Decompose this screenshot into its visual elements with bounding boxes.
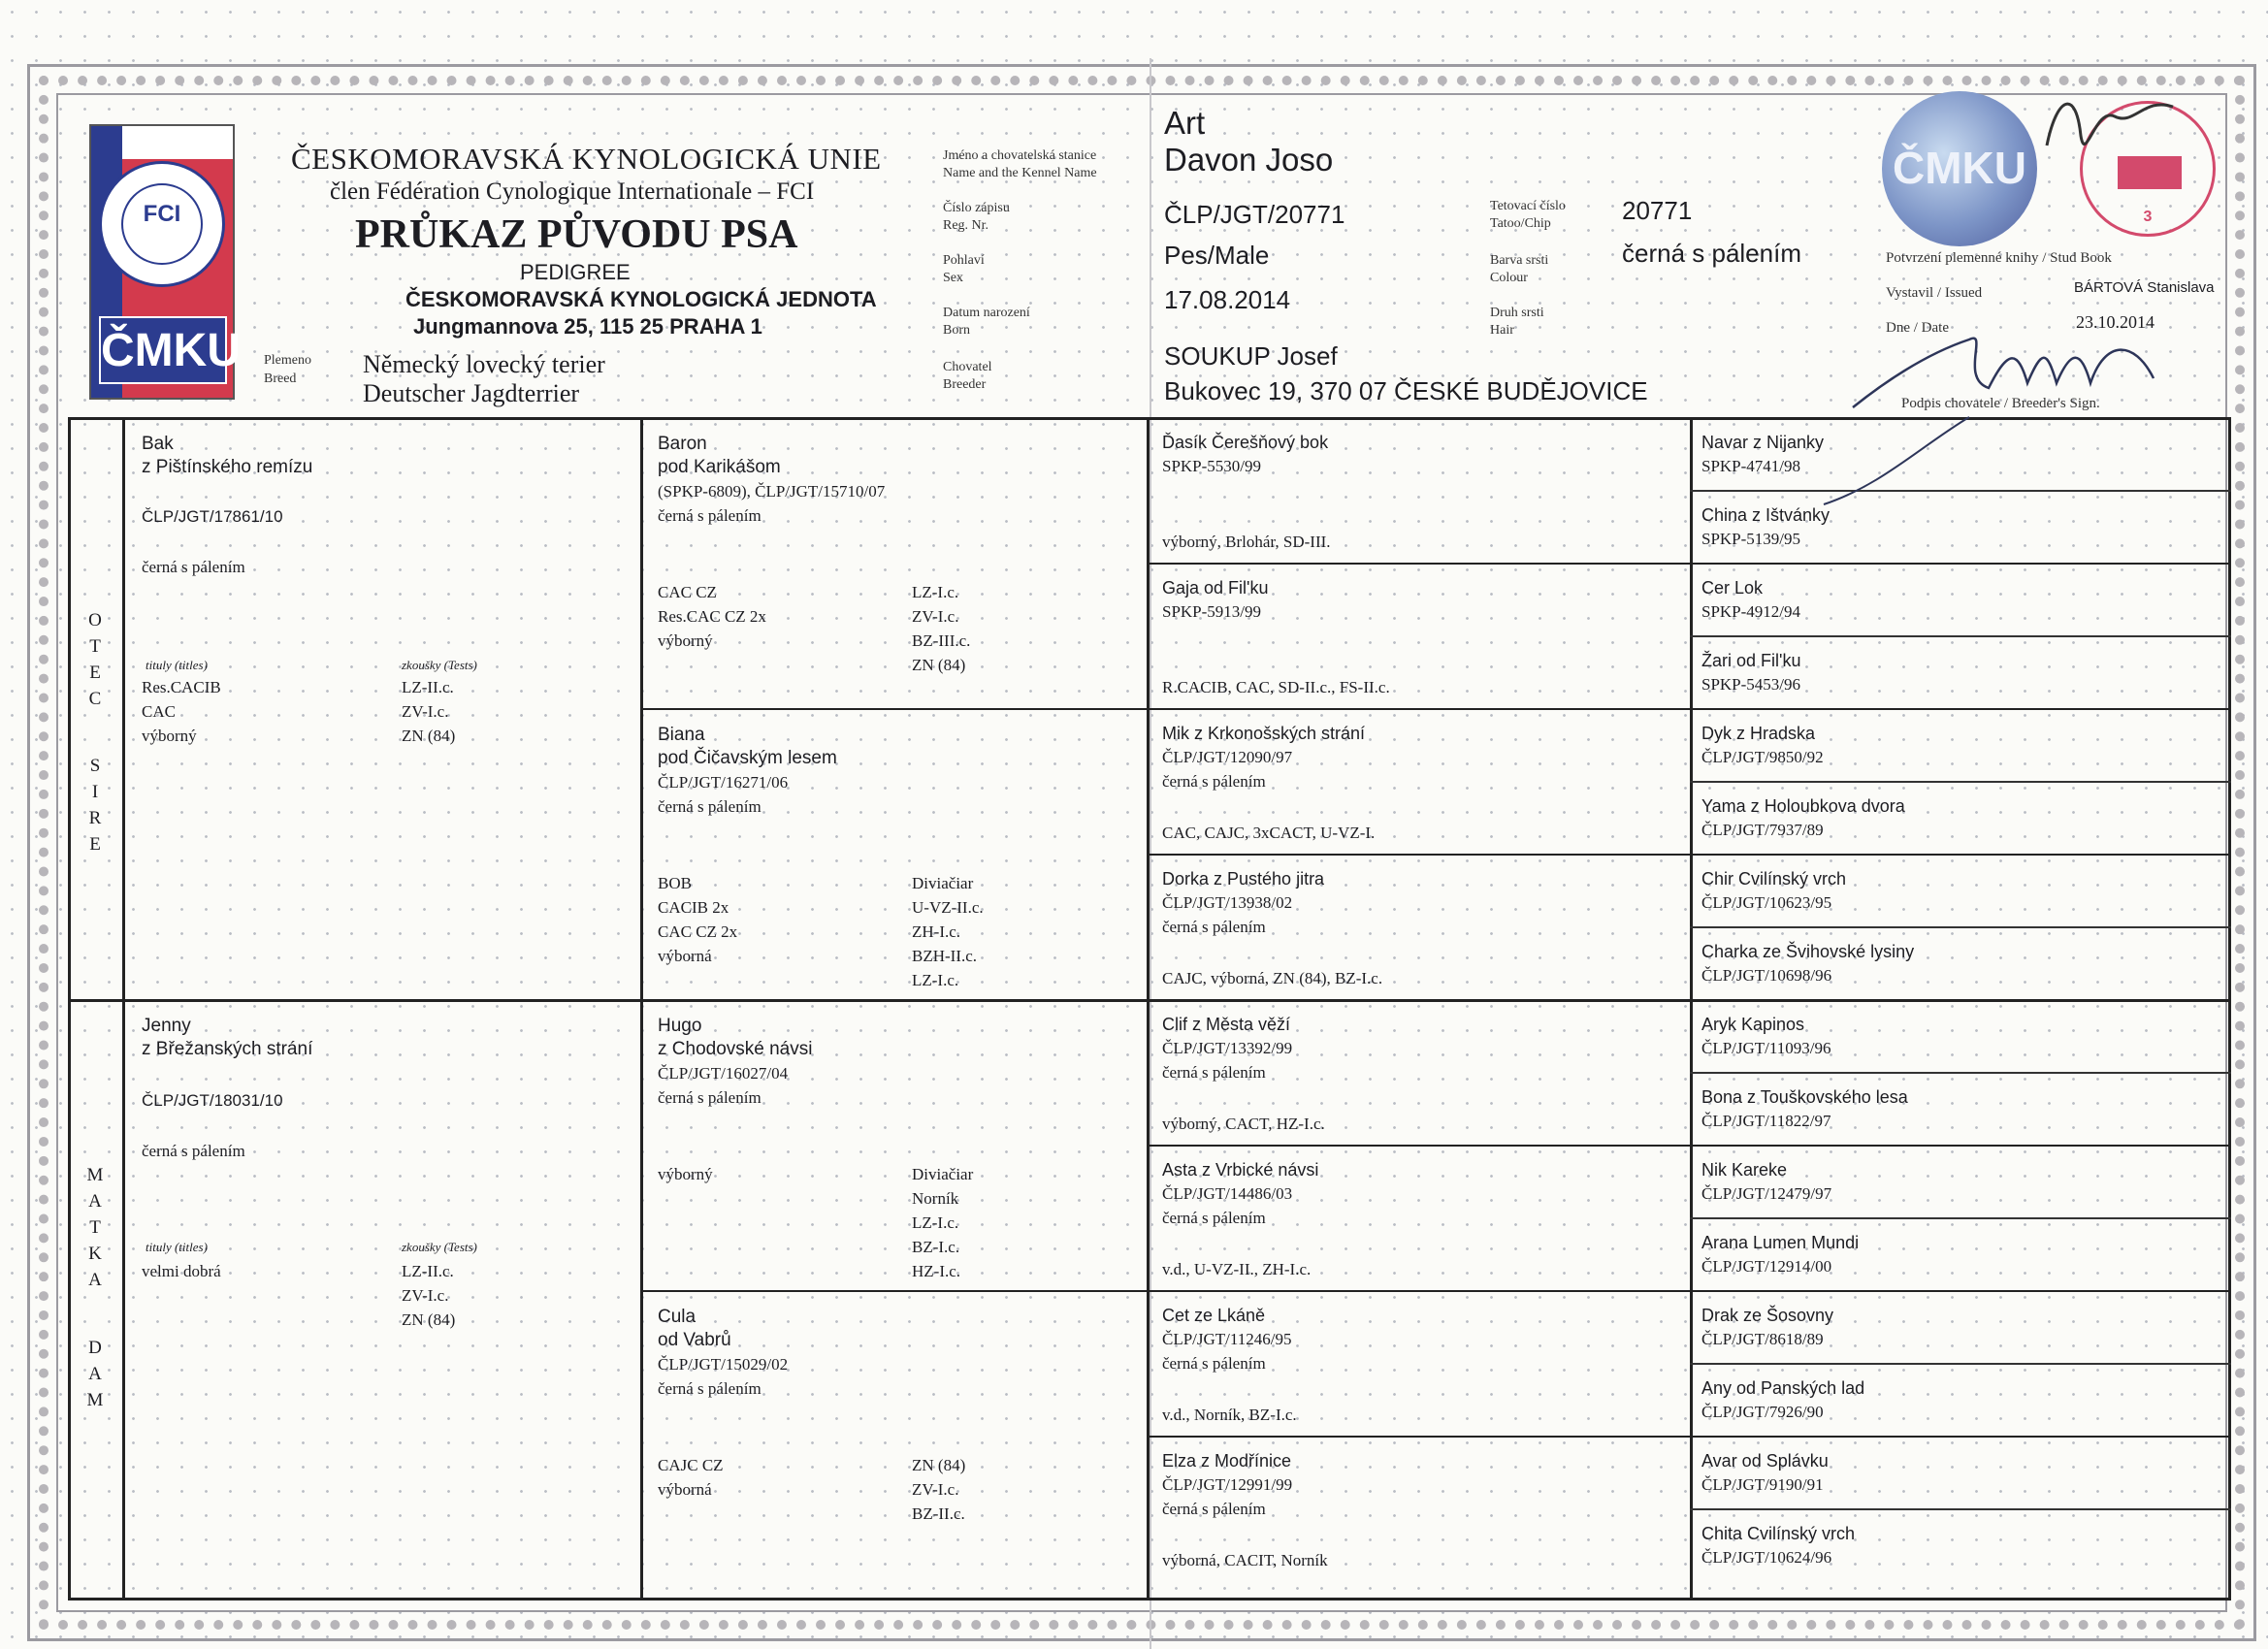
club-name: ČESKOMORAVSKÁ KYNOLOGICKÁ JEDNOTA — [405, 287, 877, 311]
pedigree-table — [68, 417, 2231, 1600]
side-label-dam-cz: M A T K A — [86, 1165, 104, 1290]
gen4-divider — [1690, 1217, 2231, 1219]
gen4-cell-1: Navar z Nijanky SPKP-4741/98 — [1701, 433, 1825, 475]
gen2-2-titles: BOB CACIB 2x CAC CZ 2x výborná — [658, 874, 738, 965]
gen3-cell-5: Clif z Města věží ČLP/JGT/13392/99 černá s pálením — [1162, 1015, 1293, 1082]
gen2-2-name: Biana — [658, 725, 705, 745]
gen4-cell-5: Dyk z Hradska ČLP/JGT/9850/92 — [1701, 724, 1824, 766]
gen2-row-divider-3 — [640, 1290, 2231, 1292]
reg-label-en: Reg. Nr. — [943, 218, 989, 233]
gen3-cell-7: Cet ze Lkáně ČLP/JGT/11246/95 černá s pálením — [1162, 1306, 1292, 1373]
sex-label-cz: Pohlaví — [943, 253, 985, 268]
gen3-divider-3 — [1147, 854, 2231, 856]
gen2-1-kennel: pod Karikášom — [658, 457, 781, 477]
gen4-divider — [1690, 635, 2231, 637]
gen3-1-extra: výborný, Brlohár, SD-III. — [1162, 533, 1331, 551]
gen2-row-divider-1 — [640, 708, 2231, 710]
colour-label-cz: Barva srsti — [1490, 253, 1549, 268]
gen2-1-colour: černá s pálením — [658, 506, 761, 525]
breed-name-de: Deutscher Jagdterrier — [363, 379, 580, 407]
gen4-cell-6: Yama z Holoubkova dvora ČLP/JGT/7937/89 — [1701, 796, 1905, 839]
gen2-3-reg: ČLP/JGT/16027/04 — [658, 1064, 789, 1083]
issue-date: 23.10.2014 — [2076, 312, 2155, 332]
breed-name-cz: Německý lovecký terier — [363, 350, 605, 378]
gen4-divider — [1690, 781, 2231, 783]
gen3-7-extra: v.d., Norník, BZ-I.c. — [1162, 1406, 1297, 1424]
gen2-2-reg: ČLP/JGT/16271/06 — [658, 773, 789, 792]
gen3-cell-2: Gaja od Fil'ku SPKP-5913/99 — [1162, 578, 1269, 621]
born-label-cz: Datum narození — [943, 306, 1030, 320]
gen2-4-tests: ZN (84) ZV-I.c. BZ-II.c. — [912, 1456, 966, 1523]
signature-stroke-icon — [1804, 407, 1998, 524]
gen2-4-name: Cula — [658, 1307, 697, 1327]
gen3-divider — [1690, 417, 1693, 1600]
gen2-cell-3 — [658, 1015, 812, 1110]
stamp-number: 3 — [2143, 209, 2153, 225]
gen4-divider — [1690, 926, 2231, 928]
gen2-3-kennel: z Chodovské návsi — [658, 1039, 813, 1059]
gen3-6-extra: v.d., U-VZ-II., ZH-I.c. — [1162, 1260, 1312, 1278]
reg-label-cz: Číslo zápisu — [943, 201, 1010, 215]
side-label-sire-cz: O T E C — [88, 610, 102, 709]
gen3-2-extra: R.CACIB, CAC, SD-II.c., FS-II.c. — [1162, 678, 1390, 696]
gen3-cell-3: Mik z Krkonošských strání ČLP/JGT/12090/97 černá s pálením — [1162, 724, 1366, 791]
gen4-cell-15: Avar od Splávku ČLP/JGT/9190/91 — [1701, 1451, 1829, 1494]
gen4-cell-4: Žari od Fil'ku SPKP-5453/96 — [1701, 651, 1801, 694]
cmku-logo-text: ČMKU — [101, 325, 241, 376]
sire-tests-label: zkoušky (Tests) — [402, 658, 477, 672]
gen2-2-colour: černá s pálením — [658, 797, 761, 816]
breeder-label-cz: Chovatel — [943, 360, 992, 374]
cmku-fci-logo — [89, 124, 241, 400]
born-label-en: Born — [943, 323, 970, 338]
gen2-cell-1 — [658, 433, 885, 528]
sex-value: Pes/Male — [1164, 241, 1270, 270]
fci-emblem-icon — [99, 161, 225, 287]
dam-tests: LZ-II.c. ZV-I.c. ZN (84) — [402, 1262, 456, 1329]
gen4-cell-10: Bona z Touškovského lesa ČLP/JGT/11822/97 — [1701, 1087, 1908, 1130]
gen3-cell-1: Ďasík Čerešňový bok SPKP-5530/99 — [1162, 433, 1329, 475]
gen2-2-kennel: pod Čičavským lesem — [658, 748, 837, 768]
dam-tests-label: zkoušky (Tests) — [402, 1240, 477, 1254]
signature-top-icon — [2027, 78, 2202, 184]
gen4-cell-14: Any od Panských lad ČLP/JGT/7926/90 — [1701, 1378, 1865, 1421]
dam-reg: ČLP/JGT/18031/10 — [142, 1091, 283, 1110]
club-address: Jungmannova 25, 115 25 PRAHA 1 — [413, 314, 762, 339]
org-name: ČESKOMORAVSKÁ KYNOLOGICKÁ UNIE — [291, 142, 882, 176]
gen2-4-kennel: od Vabrů — [658, 1330, 731, 1350]
colour-label-en: Colour — [1490, 271, 1528, 285]
cmku-emblem-icon — [99, 316, 241, 384]
gen4-divider — [1690, 1508, 2231, 1510]
issued-label: Vystavil / Issued — [1886, 285, 1983, 301]
gen2-1-name: Baron — [658, 434, 707, 454]
sire-reg: ČLP/JGT/17861/10 — [142, 507, 283, 526]
hologram-seal-icon: ČMKU — [1882, 91, 2037, 246]
gen4-cell-7: Chir Cvilínský vrch ČLP/JGT/10623/95 — [1701, 869, 1847, 912]
kennel-name: Davon Joso — [1164, 142, 1334, 178]
sire-titles-label: tituly (titles) — [146, 658, 208, 672]
gen4-cell-8: Charka ze Švihovské lysiny ČLP/JGT/10698/96 — [1701, 942, 1915, 985]
side-column-divider — [122, 417, 125, 1600]
dam-colour: černá s pálením — [142, 1142, 245, 1160]
side-label-dam-en: D A M — [86, 1338, 104, 1410]
document-title: PRŮKAZ PŮVODU PSA — [355, 212, 798, 257]
name-label-en: Name and the Kennel Name — [943, 166, 1097, 180]
sire-cell — [142, 433, 312, 479]
gen4-cell-11: Nik Kareke ČLP/JGT/12479/97 — [1701, 1160, 1832, 1203]
document-subtitle: PEDIGREE — [520, 260, 631, 284]
dam-titles-label: tituly (titles) — [146, 1240, 208, 1254]
gen2-3-name: Hugo — [658, 1016, 702, 1036]
gen2-4-titles: CAJC CZ výborná — [658, 1456, 724, 1499]
sire-name: Bak — [142, 434, 174, 454]
side-label-sire-en: S I R E — [88, 756, 102, 855]
breeder-name: SOUKUP Josef — [1164, 341, 1338, 371]
gen3-cell-8: Elza z Modřínice ČLP/JGT/12991/99 černá s pálením — [1162, 1451, 1293, 1518]
gen3-divider-7 — [1147, 1436, 2231, 1438]
dam-cell — [142, 1015, 312, 1061]
gen3-divider-5 — [1147, 1145, 2231, 1147]
issued-by: BÁRTOVÁ Stanislava — [2074, 279, 2215, 296]
gen3-3-extra: CAC, CAJC, 3xCACT, U-VZ-I. — [1162, 824, 1376, 842]
hair-label-cz: Druh srsti — [1490, 306, 1544, 320]
sire-kennel: z Pištínského remízu — [142, 457, 313, 477]
tattoo-number: 20771 — [1622, 196, 1693, 225]
gen3-divider-1 — [1147, 563, 2231, 565]
dog-name: Art — [1164, 105, 1206, 141]
gen2-divider — [1147, 417, 1150, 1600]
tattoo-label-cz: Tetovací číslo — [1490, 199, 1566, 213]
date-label: Dne / Date — [1886, 320, 1949, 336]
gen4-cell-9: Aryk Kapinos ČLP/JGT/11093/96 — [1701, 1015, 1831, 1057]
dam-titles: velmi dobrá — [142, 1262, 221, 1280]
dam-kennel: z Břežanských strání — [142, 1039, 313, 1059]
sire-colour: černá s pálením — [142, 558, 245, 576]
breeder-label-en: Breeder — [943, 377, 987, 392]
gen4-cell-16: Chita Cvilínský vrch ČLP/JGT/10624/96 — [1701, 1524, 1856, 1567]
name-label-cz: Jméno a chovatelská stanice — [943, 148, 1097, 163]
sire-titles: Res.CACIB CAC výborný — [142, 678, 221, 745]
gen4-cell-12: Arana Lumen Mundi ČLP/JGT/12914/00 — [1701, 1233, 1860, 1276]
gen3-cell-6: Asta z Vrbické návsi ČLP/JGT/14486/03 černá s pálením — [1162, 1160, 1319, 1227]
gen4-divider — [1690, 1363, 2231, 1365]
colour-value: černá s pálením — [1622, 239, 1801, 268]
sire-tests: LZ-II.c. ZV-I.c. ZN (84) — [402, 678, 456, 745]
gen4-cell-3: Cer Lok SPKP-4912/94 — [1701, 578, 1801, 621]
gen2-1-reg: (SPKP-6809), ČLP/JGT/15710/07 — [658, 482, 886, 501]
breed-label-en: Breed — [264, 372, 297, 386]
reg-number: ČLP/JGT/20771 — [1164, 200, 1345, 229]
gen2-2-tests: Diviačiar U-VZ-II.c. ZH-I.c. BZH-II.c. LZ-I.c. — [912, 874, 984, 989]
breeder-sign-label: Podpis chovatele / Breeder's Sign. — [1901, 396, 2100, 411]
gen2-cell-2 — [658, 724, 837, 819]
gen2-4-colour: černá s pálením — [658, 1379, 761, 1398]
gen2-3-colour: černá s pálením — [658, 1088, 761, 1107]
gen3-cell-4: Dorka z Pustého jitra ČLP/JGT/13938/02 černá s pálením — [1162, 869, 1325, 936]
sire-dam-divider — [68, 999, 2231, 1002]
studbook-confirm-label: Potvrzení plemenné knihy / Stud Book — [1886, 250, 2112, 266]
gen4-divider — [1690, 1072, 2231, 1074]
gen2-cell-4 — [658, 1306, 788, 1401]
gen3-5-extra: výborný, CACT, HZ-I.c. — [1162, 1115, 1325, 1133]
gen2-1-titles: CAC CZ Res.CAC CZ 2x výborný — [658, 583, 766, 650]
hair-label-en: Hair — [1490, 323, 1514, 338]
gen2-3-titles: výborný — [658, 1165, 713, 1183]
gen2-3-tests: Diviačiar Norník LZ-I.c. BZ-I.c. HZ-I.c. — [912, 1165, 974, 1280]
gen4-cell-2: China z Ištvánky SPKP-5139/95 — [1701, 505, 1831, 548]
breeder-address: Bukovec 19, 370 07 ČESKÉ BUDĚJOVICE — [1164, 376, 1648, 405]
dam-name: Jenny — [142, 1016, 191, 1036]
gen3-4-extra: CAJC, výborná, ZN (84), BZ-I.c. — [1162, 969, 1383, 987]
gen2-4-reg: ČLP/JGT/15029/02 — [658, 1355, 789, 1374]
gen3-8-extra: výborná, CACIT, Norník — [1162, 1551, 1328, 1569]
sex-label-en: Sex — [943, 271, 963, 285]
gen4-cell-13: Drak ze Šosovny ČLP/JGT/8618/89 — [1701, 1306, 1834, 1348]
breed-label-cz: Plemeno — [264, 353, 311, 368]
tattoo-label-en: Tatoo/Chip — [1490, 216, 1551, 231]
gen1-divider — [640, 417, 643, 1600]
org-fci-membership: člen Fédération Cynologique Internationale – FCI — [330, 178, 815, 205]
gen2-1-tests: LZ-I.c. ZV-I.c. BZ-III.c. ZN (84) — [912, 583, 971, 674]
fci-logo-text: FCI — [143, 201, 181, 227]
birth-date: 17.08.2014 — [1164, 285, 1291, 314]
